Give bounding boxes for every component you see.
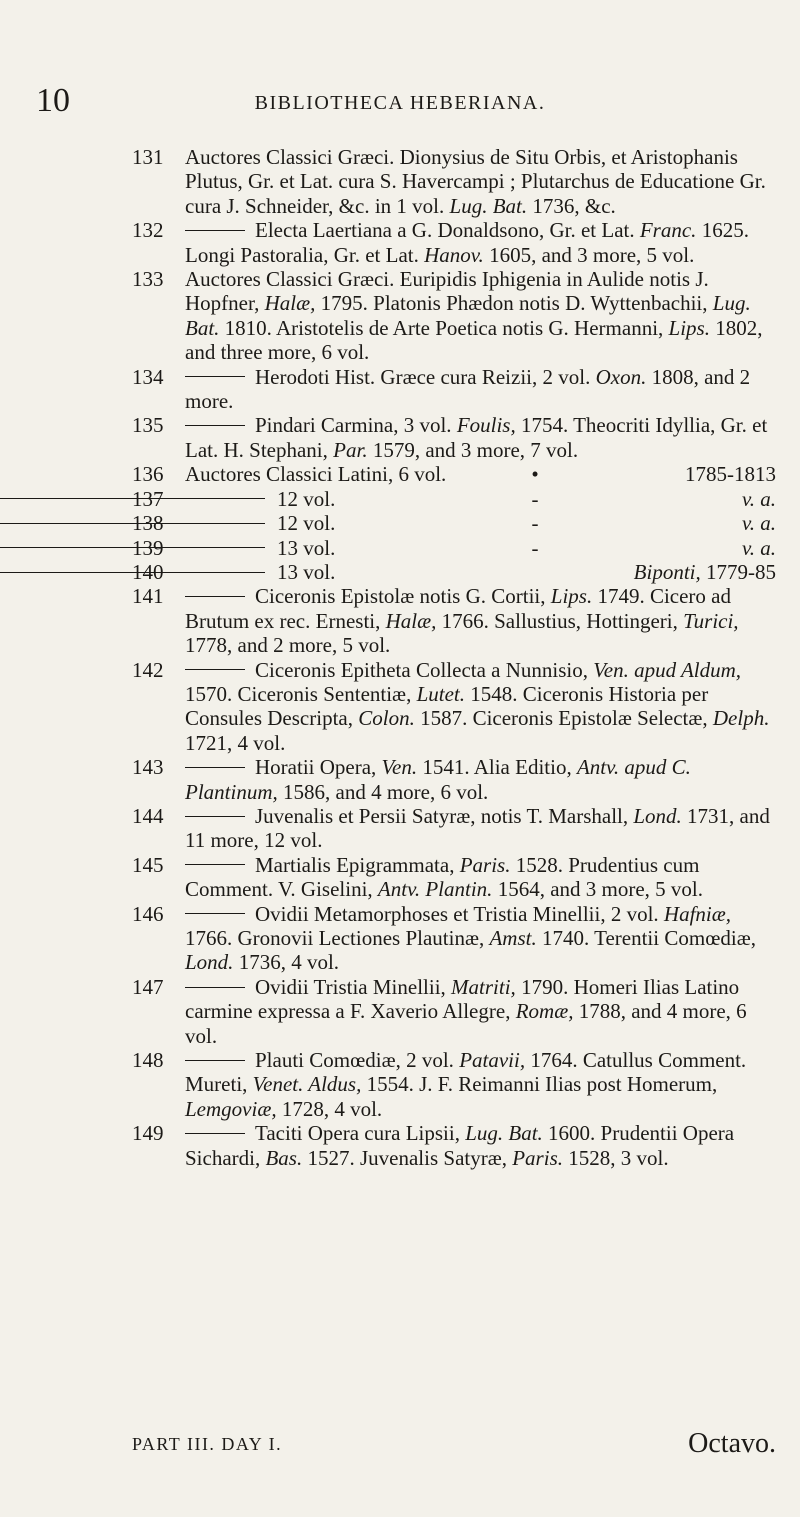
catalogue-entry: [0, 413, 800, 462]
series-title: [185, 560, 505, 584]
ditto-rule: [185, 1133, 245, 1134]
footer-signature: PART III. DAY I.: [132, 1434, 283, 1454]
catalogue-entry: [0, 755, 800, 804]
leader-mark: -: [531, 486, 539, 511]
ditto-rule: [185, 230, 245, 231]
entry-text: 1790. Homeri Ilias Latino carmine expressa a F. Xaverio Allegre,: [185, 974, 740, 1024]
series-title: [185, 487, 505, 511]
imprint-italic: Lutet.: [416, 681, 465, 706]
series-title: [185, 536, 505, 560]
entry-text: 1731, and 11 more, 12 vol.: [185, 803, 770, 853]
leader-mark: •: [531, 462, 539, 487]
page-header: [0, 82, 800, 122]
imprint-italic: Paris.: [512, 1145, 563, 1170]
catalogue-entry: [0, 267, 800, 365]
imprint-italic: Patavii,: [459, 1048, 526, 1073]
imprint-italic: Lond.: [185, 950, 234, 975]
imprint-italic: Franc.: [639, 218, 697, 243]
catalogue-entry: [0, 975, 800, 1048]
entry-text: 1808, and 2 more.: [185, 364, 751, 414]
ditto-rule: [185, 913, 245, 914]
volume-count: 12 vol.: [277, 486, 336, 511]
entry-text: Ovidii Metamorphoses et Tristia Minellii, 2 vol.: [255, 901, 664, 926]
ditto-rule: [185, 816, 245, 817]
imprint-italic: Lug. Bat.: [185, 291, 751, 340]
entry-text: 1795. Platonis Phædon notis D. Wyttenbachii,: [315, 291, 713, 316]
imprint-italic: Turici,: [683, 608, 739, 633]
entry-text: Ciceronis Epitheta Collecta a Nunnisio,: [255, 657, 594, 682]
catalogue-entry: [0, 853, 800, 902]
entry-text: 1548. Ciceronis Historia per Consules Descripta,: [185, 681, 709, 731]
ditto-rule: [0, 523, 265, 524]
catalogue-entry: [0, 1121, 800, 1170]
catalogue-entry: [0, 218, 800, 267]
imprint-italic: Bas.: [265, 1145, 303, 1170]
lot-number: 139: [132, 535, 164, 560]
entry-text: 1528, 3 vol.: [563, 1145, 669, 1170]
catalogue-entry: [0, 902, 800, 975]
entry-text: 1778, and 2 more, 5 vol.: [185, 633, 391, 658]
imprint-italic: Lips.: [550, 584, 593, 609]
lot-number: 145: [132, 852, 164, 877]
catalogue-entry: [0, 487, 800, 511]
entry-text: Pindari Carmina, 3 vol.: [255, 413, 457, 438]
catalogue-entry: [0, 145, 800, 218]
ditto-rule: [185, 864, 245, 865]
catalogue-entry: [0, 584, 800, 657]
leader-mark: -: [531, 535, 539, 560]
catalogue-entry: [0, 658, 800, 756]
entry-text: Martialis Epigrammata,: [255, 852, 460, 877]
imprint-italic: Lemgoviæ,: [185, 1096, 277, 1121]
entry-text: 1749. Cicero ad Brutum ex rec. Ernesti,: [185, 584, 731, 633]
entry-text: 1554. J. F. Reimanni Ilias post Homerum,: [361, 1072, 718, 1097]
ditto-rule: [0, 572, 265, 573]
catalogue-entry: [0, 1048, 800, 1121]
lot-number: 133: [132, 267, 164, 292]
imprint-italic: Romæ,: [515, 999, 574, 1024]
lot-number: 146: [132, 901, 164, 926]
lot-number: 132: [132, 218, 164, 243]
entry-text: 1802, and three more, 6 vol.: [185, 315, 763, 365]
volume-count: 12 vol.: [277, 511, 336, 536]
lot-number: 143: [132, 755, 164, 780]
imprint-italic: Halæ,: [385, 608, 437, 633]
lot-number: 148: [132, 1048, 164, 1073]
entry-text: 1586, and 4 more, 6 vol.: [277, 779, 489, 804]
ditto-rule: [0, 547, 265, 548]
entry-text: Auctores Classici Græci. Dionysius de Situ Orbis, et Aristophanis Plutus, Gr. et Lat. cura S. Havercampi ; Plutarchus de Educatione Gr. cura J. Schneider, &c. in 1 vol.: [185, 145, 766, 218]
lot-number: 142: [132, 657, 164, 682]
catalogue-entry: [0, 462, 800, 486]
entry-text: 1740. Terentii Comœdiæ,: [536, 926, 756, 950]
imprint-italic: Antv. apud C. Plantinum,: [185, 755, 691, 804]
imprint-italic: Lug. Bat.: [449, 193, 528, 218]
catalogue-entry: [0, 365, 800, 414]
imprint-date: 1785-1813: [685, 462, 776, 487]
lot-number: 138: [132, 511, 164, 536]
imprint-italic: Delph.: [712, 706, 770, 731]
imprint-italic: Foulis,: [456, 413, 516, 438]
ditto-rule: [185, 987, 245, 988]
ditto-rule: [185, 596, 245, 597]
footer-format: Octavo.: [688, 1428, 776, 1459]
imprint-date: v. a.: [741, 511, 776, 536]
imprint-date: Biponti, 1779-85: [633, 559, 776, 584]
entry-text: 1764. Catullus Comment. Mureti,: [185, 1048, 747, 1097]
lot-number: 144: [132, 803, 164, 828]
volume-count: 13 vol.: [277, 559, 336, 584]
entry-text: 1625. Longi Pastoralia, Gr. et Lat.: [185, 218, 749, 267]
entry-text: 1736, &c.: [527, 193, 616, 218]
entry-text: 1766. Sallustius, Hottingeri,: [436, 608, 684, 633]
entry-text: 1600. Prudentii Opera Sichardi,: [185, 1121, 735, 1170]
lot-number: 141: [132, 584, 164, 609]
catalogue-entry: [0, 804, 800, 853]
entry-text: 1587. Ciceronis Epistolæ Selectæ,: [414, 706, 713, 731]
ditto-rule: [185, 669, 245, 670]
entry-text: 1728, 4 vol.: [276, 1096, 383, 1121]
entry-text: 1736, 4 vol.: [233, 950, 340, 975]
ditto-rule: [0, 498, 265, 499]
lot-number: 136: [132, 462, 164, 487]
entry-text: Ovidii Tristia Minellii,: [255, 974, 452, 999]
page-number: 10: [36, 82, 70, 119]
entry-text: Ciceronis Epistolæ notis G. Cortii,: [255, 584, 551, 609]
entry-text: Horatii Opera,: [255, 755, 382, 780]
entry-text: Taciti Opera cura Lipsii,: [255, 1121, 466, 1146]
lot-number: 140: [132, 559, 164, 584]
imprint-italic: Hanov.: [424, 242, 484, 267]
imprint-italic: Antv. Plantin.: [377, 877, 493, 902]
entry-text: 1527. Juvenalis Satyræ,: [302, 1145, 513, 1170]
ditto-rule: [185, 1060, 245, 1061]
entry-text: 1810. Aristotelis de Arte Poetica notis G. Hermanni,: [219, 315, 669, 340]
imprint-italic: Colon.: [358, 706, 415, 731]
entry-text: Juvenalis et Persii Satyræ, notis T. Marshall,: [255, 803, 634, 828]
entry-group-graeci: [0, 145, 800, 462]
entry-text: 1541. Alia Editio,: [417, 755, 577, 780]
entry-text: Electa Laertiana a G. Donaldsono, Gr. et Lat.: [255, 218, 640, 243]
volume-count: 13 vol.: [277, 535, 336, 560]
imprint-italic: Hafniæ,: [663, 901, 732, 926]
ditto-rule: [185, 376, 245, 377]
imprint-italic: Lug. Bat.: [465, 1121, 543, 1146]
entry-group-latini-detail: [0, 584, 800, 1170]
imprint-italic: Paris.: [459, 852, 511, 877]
catalogue-entry: [0, 560, 800, 584]
imprint-italic: Matriti,: [451, 974, 516, 999]
ditto-rule: [185, 767, 245, 768]
entry-text: 1721, 4 vol.: [185, 730, 286, 755]
imprint-italic: Ven.: [381, 755, 418, 780]
ditto-rule: [185, 425, 245, 426]
imprint-italic: Amst.: [489, 926, 537, 950]
entry-list: [0, 145, 800, 1170]
catalogue-entry: [0, 536, 800, 560]
lot-number: 131: [132, 145, 164, 169]
entry-text: 1528. Prudentius cum Comment. V. Giselini,: [185, 852, 700, 902]
entry-text: 1579, and 3 more, 7 vol.: [367, 437, 579, 462]
imprint-italic: Venet. Aldus,: [252, 1072, 362, 1097]
entry-text: 1788, and 4 more, 6 vol.: [185, 999, 747, 1048]
imprint-italic: Par.: [333, 437, 368, 462]
series-title: Auctores Classici Latini, 6 vol.: [185, 462, 447, 487]
imprint-italic: Ven. apud Aldum,: [593, 657, 742, 682]
imprint-italic: Lips.: [668, 315, 710, 340]
leader-mark: -: [531, 511, 539, 536]
entry-text: 1754. Theocriti Idyllia, Gr. et Lat. H. Stephani,: [185, 413, 768, 462]
imprint-italic: Halæ,: [264, 291, 316, 316]
imprint-date: v. a.: [741, 535, 776, 560]
lot-number: 149: [132, 1121, 164, 1146]
entry-text: Plauti Comœdiæ, 2 vol.: [255, 1048, 460, 1073]
imprint-date: v. a.: [741, 486, 776, 511]
entry-text: 1766. Gronovii Lectiones Plautinæ,: [185, 926, 490, 950]
lot-number: 137: [132, 486, 164, 511]
imprint-italic: Lond.: [633, 803, 682, 828]
entry-group-latini: [0, 462, 800, 584]
imprint-italic: Oxon.: [595, 364, 647, 389]
page-footer: [0, 1428, 800, 1458]
entry-text: 1605, and 3 more, 5 vol.: [483, 242, 695, 267]
running-title: BIBLIOTHECA HEBERIANA.: [254, 92, 546, 114]
lot-number: 135: [132, 413, 164, 438]
entry-text: Auctores Classici Græci. Euripidis Iphigenia in Aulide notis J. Hopfner,: [185, 267, 709, 316]
entry-text: Herodoti Hist. Græce cura Reizii, 2 vol.: [255, 364, 596, 389]
entry-text: 1570. Ciceronis Sententiæ,: [185, 681, 417, 706]
lot-number: 147: [132, 974, 164, 999]
lot-number: 134: [132, 364, 164, 389]
entry-text: 1564, and 3 more, 5 vol.: [492, 877, 703, 902]
catalogue-entry: [0, 511, 800, 535]
series-title: [185, 511, 505, 535]
